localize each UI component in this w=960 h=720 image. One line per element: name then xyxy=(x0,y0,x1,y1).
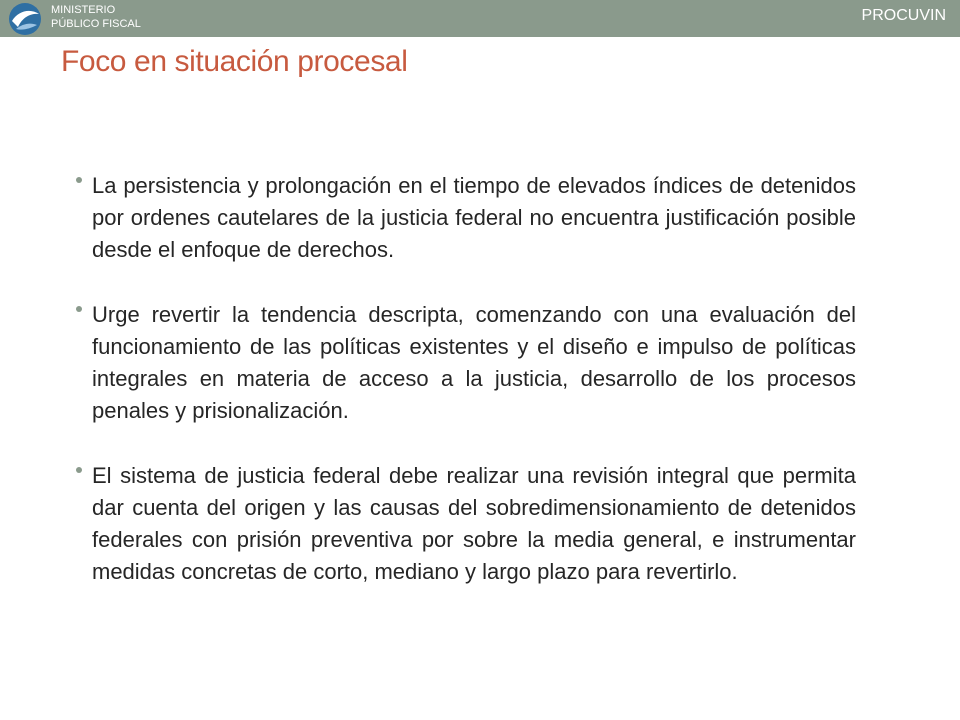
header-bar xyxy=(0,0,960,37)
bullet-icon xyxy=(76,467,82,473)
bullet-item xyxy=(72,460,856,588)
slide-title: Foco en situación procesal xyxy=(61,45,408,78)
bullet-list xyxy=(72,170,856,621)
bullet-icon xyxy=(76,306,82,312)
bullet-text: La persistencia y prolongación en el tiempo de elevados índices de detenidos por ordenes cautelares de la justicia federal no encuentra justificación posible desde el enfoque de derechos. xyxy=(92,173,856,262)
bullet-text: Urge revertir la tendencia descripta, comenzando con una evaluación del funcionamiento de las políticas existentes y el diseño e impulso de políticas integrales en materia de acceso a la justicia, desarrollo de los procesos penales y prisionalización. xyxy=(92,302,856,423)
bullet-text: El sistema de justicia federal debe realizar una revisión integral que permita dar cuenta del origen y las causas del sobredimensionamiento de detenidos federales con prisión preventiva por sobre la media general, e instrumentar medidas concretas de corto, mediano y largo plazo para revertirlo. xyxy=(92,463,856,584)
organization-name-line1: MINISTERIO xyxy=(51,4,116,16)
organization-name-line2: PÚBLICO FISCAL xyxy=(51,18,141,30)
bullet-item xyxy=(72,170,856,266)
bullet-icon xyxy=(76,177,82,183)
brand-label: PROCUVIN xyxy=(861,7,946,24)
bullet-item xyxy=(72,299,856,427)
ministerio-publico-logo-icon xyxy=(6,2,44,36)
organization-name xyxy=(51,3,141,31)
